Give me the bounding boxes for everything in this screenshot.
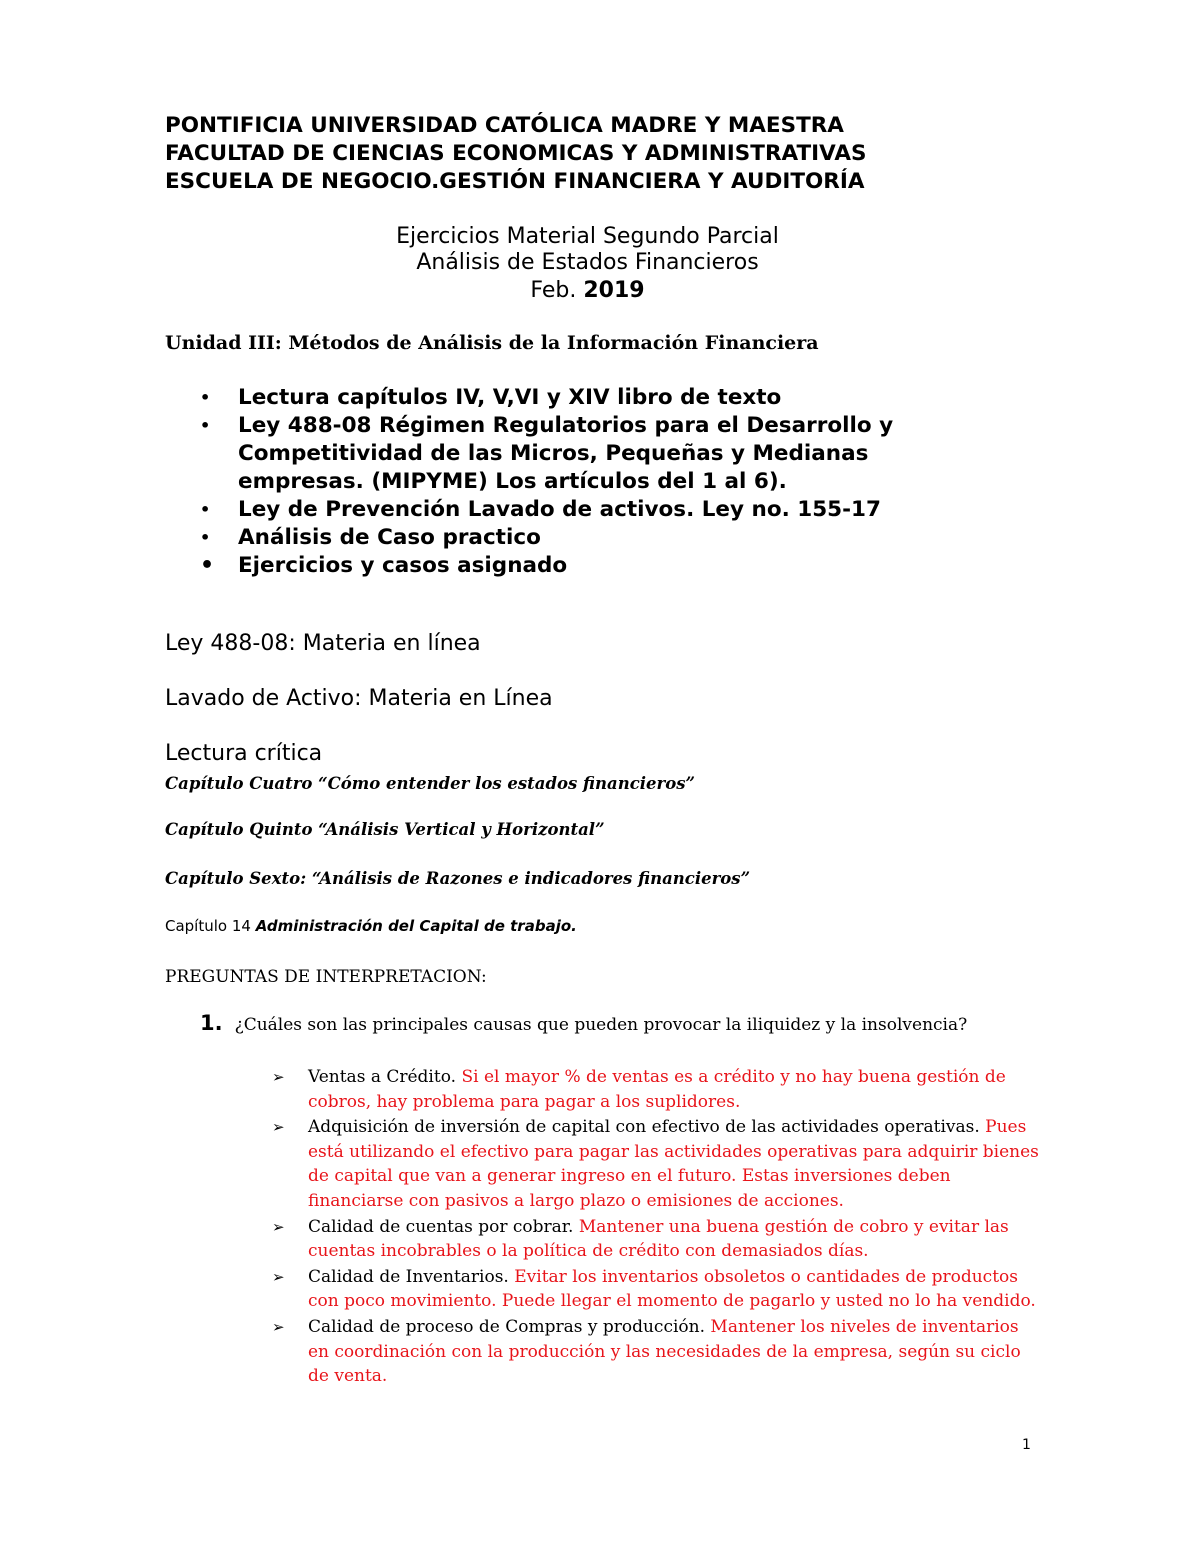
- date-prefix: Feb.: [530, 278, 577, 303]
- list-item: • Lectura capítulos IV, V,VI y XIV libro de texto: [200, 385, 782, 410]
- header-faculty: FACULTAD DE CIENCIAS ECONOMICAS Y ADMINISTRATIVAS: [165, 141, 867, 166]
- reading-list: [200, 384, 980, 580]
- list-item: ➢ Adquisición de inversión de capital con efectivo de las actividades operativas. Pues está utilizando el efectivo para pagar las actividades operativas para adquirir bienes de capital que van a generar ingreso en el futuro. Estas inversiones deben financiarse con pasivos a largo plazo o emisiones de acciones.: [272, 1117, 1039, 1211]
- arrow-bullet-icon: ➢: [272, 1217, 285, 1236]
- list-item: • Ejercicios y casos asignado: [200, 553, 568, 578]
- arrow-bullet-icon: ➢: [272, 1118, 285, 1137]
- list-item: ➢ Calidad de cuentas por cobrar. Mantener una buena gestión de cobro y evitar las cuentas incobrables o la política de crédito con demasiados días.: [272, 1216, 1009, 1262]
- bullet-icon: •: [200, 416, 211, 435]
- preguntas-heading: PREGUNTAS DE INTERPRETACION:: [165, 967, 487, 987]
- header-university: PONTIFICIA UNIVERSIDAD CATÓLICA MADRE Y MAESTRA: [165, 113, 844, 138]
- bullet-icon: •: [200, 388, 211, 407]
- question-text: ¿Cuáles son las principales causas que pueden provocar la iliquidez y la insolvencia?: [234, 1015, 968, 1035]
- institution-header: [165, 112, 866, 196]
- chapter-14: [165, 917, 577, 935]
- list-item: ➢ Calidad de proceso de Compras y producción. Mantener los niveles de inventarios en coordinación con la producción y las necesidades de la empresa, según su ciclo de venta.: [272, 1316, 1021, 1387]
- question-1: [200, 1011, 967, 1035]
- arrow-bullet-icon: ➢: [272, 1317, 285, 1336]
- unit-heading: Unidad III: Métodos de Análisis de la Información Financiera: [165, 332, 819, 354]
- list-item: • Ley 488-08 Régimen Regulatorios para el Desarrollo y Competitividad de las Micros, Pequeñas y Medianas empresas. (MIPYME) Los artículos del 1 al 6).: [200, 413, 894, 494]
- chapter-14-prefix: Capítulo 14: [165, 917, 251, 935]
- list-item: ➢ Calidad de Inventarios. Evitar los inventarios obsoletos o cantidades de productos con poco movimiento. Puede llegar el momento de pagarlo y usted no lo ha vendido.: [272, 1266, 1036, 1312]
- chapter-4: Capítulo Cuatro “Cómo entender los estados financieros”: [165, 774, 696, 793]
- doc-date: [0, 276, 1175, 305]
- materia-lavado: Lavado de Activo: Materia en Línea: [165, 686, 553, 711]
- chapter-14-title: Administración del Capital de trabajo.: [255, 917, 577, 935]
- list-item: • Ley de Prevención Lavado de activos. Ley no. 155-17: [200, 497, 881, 522]
- lectura-critica-heading: Lectura crítica: [165, 741, 323, 766]
- question-number: 1.: [200, 1011, 223, 1035]
- doc-title: Ejercicios Material Segundo Parcial: [396, 224, 779, 249]
- bullet-icon: •: [200, 553, 215, 578]
- chapter-5: Capítulo Quinto “Análisis Vertical y Horizontal”: [165, 820, 605, 839]
- doc-subtitle: Análisis de Estados Financieros: [416, 250, 759, 275]
- list-item: ➢ Ventas a Crédito. Si el mayor % de ventas es a crédito y no hay buena gestión de cobros, hay problema para pagar a los suplidores.: [272, 1067, 1006, 1112]
- arrow-bullet-icon: ➢: [272, 1068, 285, 1086]
- materia-ley: Ley 488-08: Materia en línea: [165, 631, 481, 656]
- bullet-icon: •: [200, 500, 211, 519]
- answer-list: [270, 1065, 1040, 1390]
- header-school: ESCUELA DE NEGOCIO.GESTIÓN FINANCIERA Y AUDITORÍA: [165, 169, 865, 194]
- page-number: 1: [1022, 1437, 1031, 1453]
- list-item: • Análisis de Caso practico: [200, 525, 541, 550]
- date-year: 2019: [583, 278, 645, 303]
- chapter-6: Capítulo Sexto: “Análisis de Razones e indicadores financieros”: [165, 869, 751, 888]
- arrow-bullet-icon: ➢: [272, 1267, 285, 1286]
- bullet-icon: •: [200, 528, 211, 547]
